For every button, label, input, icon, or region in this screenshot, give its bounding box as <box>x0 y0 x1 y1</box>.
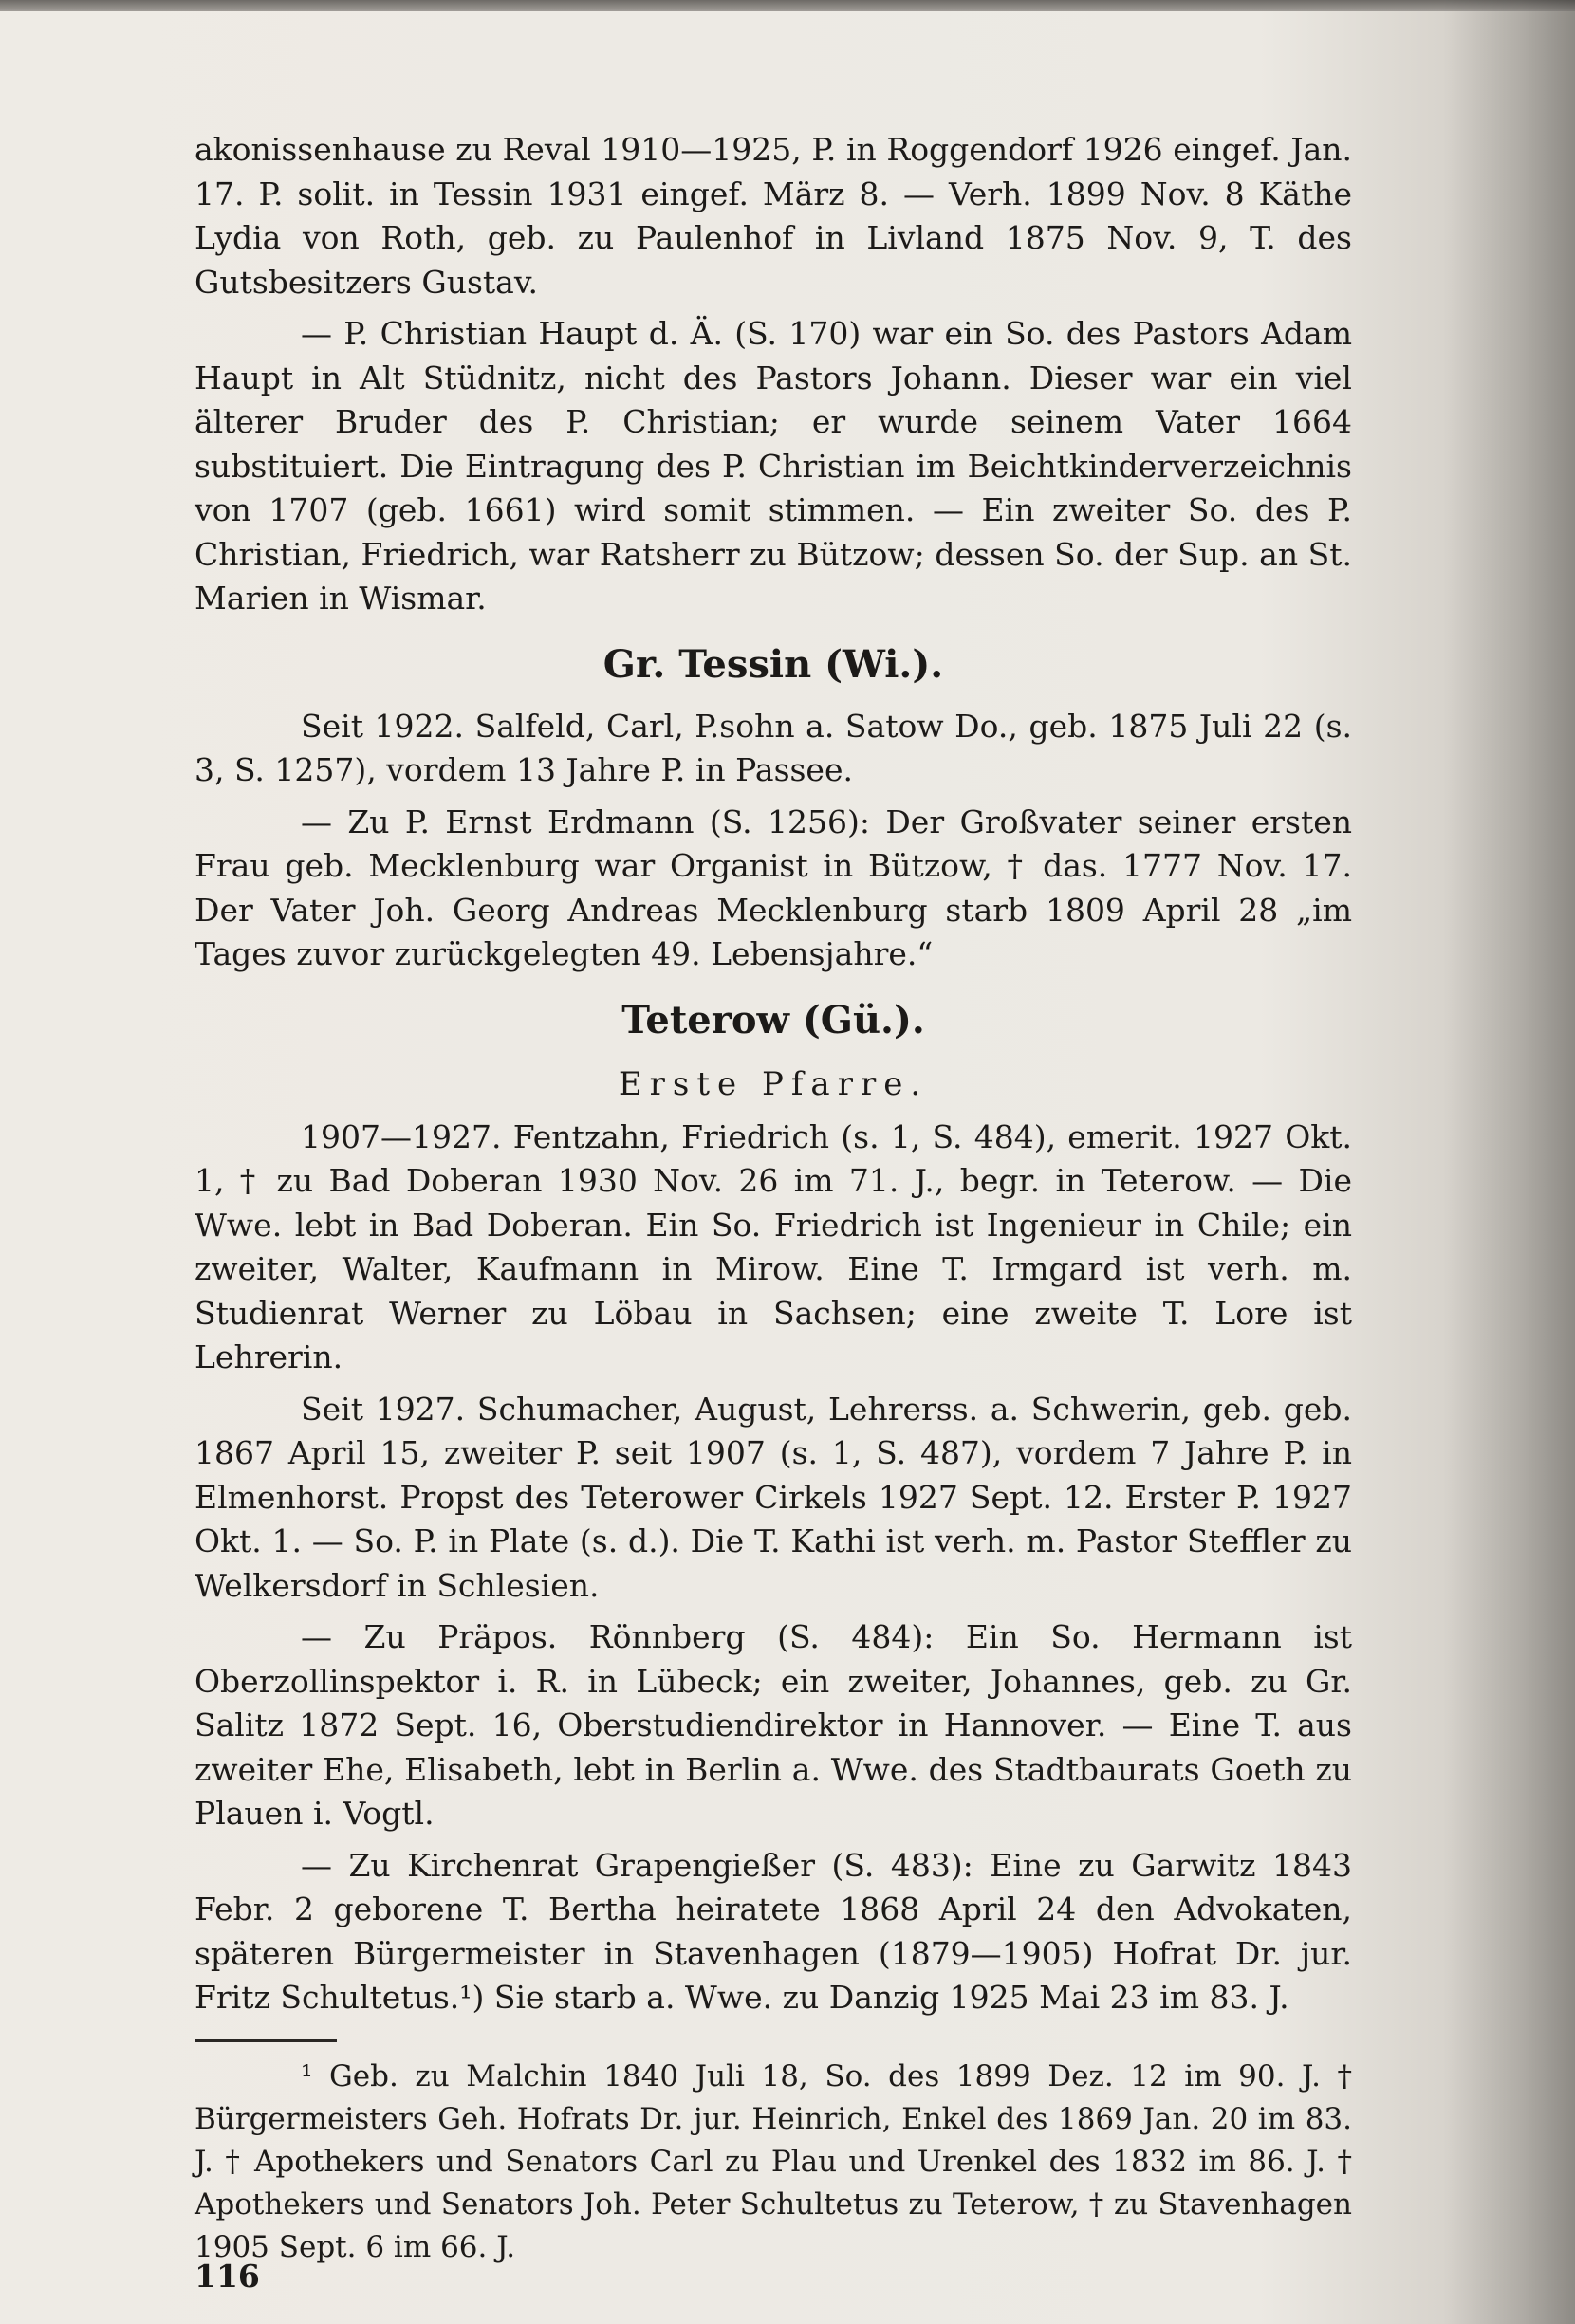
footnote: ¹ Geb. zu Malchin 1840 Juli 18, So. des 1899 Dez. 12 im 90. J. † Bürgermeisters Geh. Hofrats Dr. jur. Heinrich, Enkel des 1869 Jan. 20 im 83. J. † Apothekers und Senators Carl zu Plau und Urenkel des 1832 im 86. J. † Apothekers und Senators Joh. Peter Schultetus zu Teterow, † zu Stavenhagen 1905 Sept. 6 im 66. J. <box>195 2058 1352 2264</box>
paragraph-salfeld: Seit 1922. Salfeld, Carl, P.sohn a. Satow Do., geb. 1875 Juli 22 (s. 3, S. 1257), vordem 13 Jahre P. in Passee. <box>195 707 1352 788</box>
paragraph-fentzahn: 1907—1927. Fentzahn, Friedrich (s. 1, S. 484), emerit. 1927 Okt. 1, † zu Bad Doberan 1930 Nov. 26 im 71. J., begr. in Teterow. — Die Wwe. lebt in Bad Doberan. Ein So. Friedrich ist Ingenieur in Chile; ein zweiter, Walter, Kaufmann in Mirow. Eine T. Irmgard ist verh. m. Studienrat Werner zu Löbau in Sachsen; eine zweite T. Lore ist Lehrerin. <box>195 1117 1352 1375</box>
paragraph-erdmann: — Zu P. Ernst Erdmann (S. 1256): Der Großvater seiner ersten Frau geb. Mecklenburg war Organist in Bützow, † das. 1777 Nov. 17. Der Vater Joh. Georg Andreas Mecklenburg starb 1809 April 28 „im Tages zuvor zurückgelegten 49. Lebensjahre.“ <box>195 802 1352 972</box>
paragraph-haupt: — P. Christian Haupt d. Ä. (S. 170) war ein So. des Pastors Adam Haupt in Alt Stüdnitz, nicht des Pastors Johann. Dieser war ein viel älterer Bruder des P. Christian; er wurde seinem Vater 1664 substituiert. Die Eintragung des P. Christian im Beichtkinderverzeichnis von 1707 (geb. 1661) wird somit stimmen. — Ein zweiter So. des P. Christian, Friedrich, war Ratsherr zu Bützow; dessen So. der Sup. an St. Marien in Wismar. <box>195 315 1352 617</box>
footnote-divider <box>195 2039 337 2042</box>
paragraph-continuation: akonissenhause zu Reval 1910—1925, P. in Roggendorf 1926 eingef. Jan. 17. P. solit. in Tessin 1931 eingef. März 8. — Verh. 1899 Nov. 8 Käthe Lydia von Roth, geb. zu Paulenhof in Livland 1875 Nov. 9, T. des Gutsbesitzers Gustav. <box>195 131 1352 301</box>
section-heading-teterow: Teterow (Gü.). <box>621 997 925 1042</box>
paragraph-roennberg: — Zu Präpos. Rönnberg (S. 484): Ein So. Hermann ist Oberzollinspektor i. R. in Lübeck; ein zweiter, Johannes, geb. zu Gr. Salitz 1872 Sept. 16, Oberstudiendirektor in Hannover. — Eine T. aus zweiter Ehe, Elisabeth, lebt in Berlin a. Wwe. des Stadtbaurats Goeth zu Plauen i. Vogtl. <box>195 1618 1352 1832</box>
paragraph-grapengiesser: — Zu Kirchenrat Grapengießer (S. 483): Eine zu Garwitz 1843 Febr. 2 geborene T. Bertha heiratete 1868 April 24 den Advokaten, späteren Bürgermeister in Stavenhagen (1879—1905) Hofrat Dr. jur. Fritz Schultetus.¹) Sie starb a. Wwe. zu Danzig 1925 Mai 23 im 83. J. <box>195 1846 1352 2016</box>
page-gutter-shadow <box>1442 0 1575 2324</box>
paragraph-schumacher: Seit 1927. Schumacher, August, Lehrerss. a. Schwerin, geb. geb. 1867 April 15, zweiter P. seit 1907 (s. 1, S. 487), vordem 7 Jahre P. in Elmenhorst. Propst des Teterower Cirkels 1927 Sept. 12. Erster P. 1927 Okt. 1. — So. P. in Plate (s. d.). Die T. Kathi ist verh. m. Pastor Steffler zu Welkersdorf in Schlesien. <box>195 1390 1352 1604</box>
subheading-erste-pfarre: Erste Pfarre. <box>618 1064 929 1103</box>
page-number: 116 <box>195 2258 260 2295</box>
page-text-block <box>195 128 1352 2269</box>
section-heading-gr-tessin: Gr. Tessin (Wi.). <box>602 641 944 687</box>
scan-top-edge <box>0 0 1575 11</box>
